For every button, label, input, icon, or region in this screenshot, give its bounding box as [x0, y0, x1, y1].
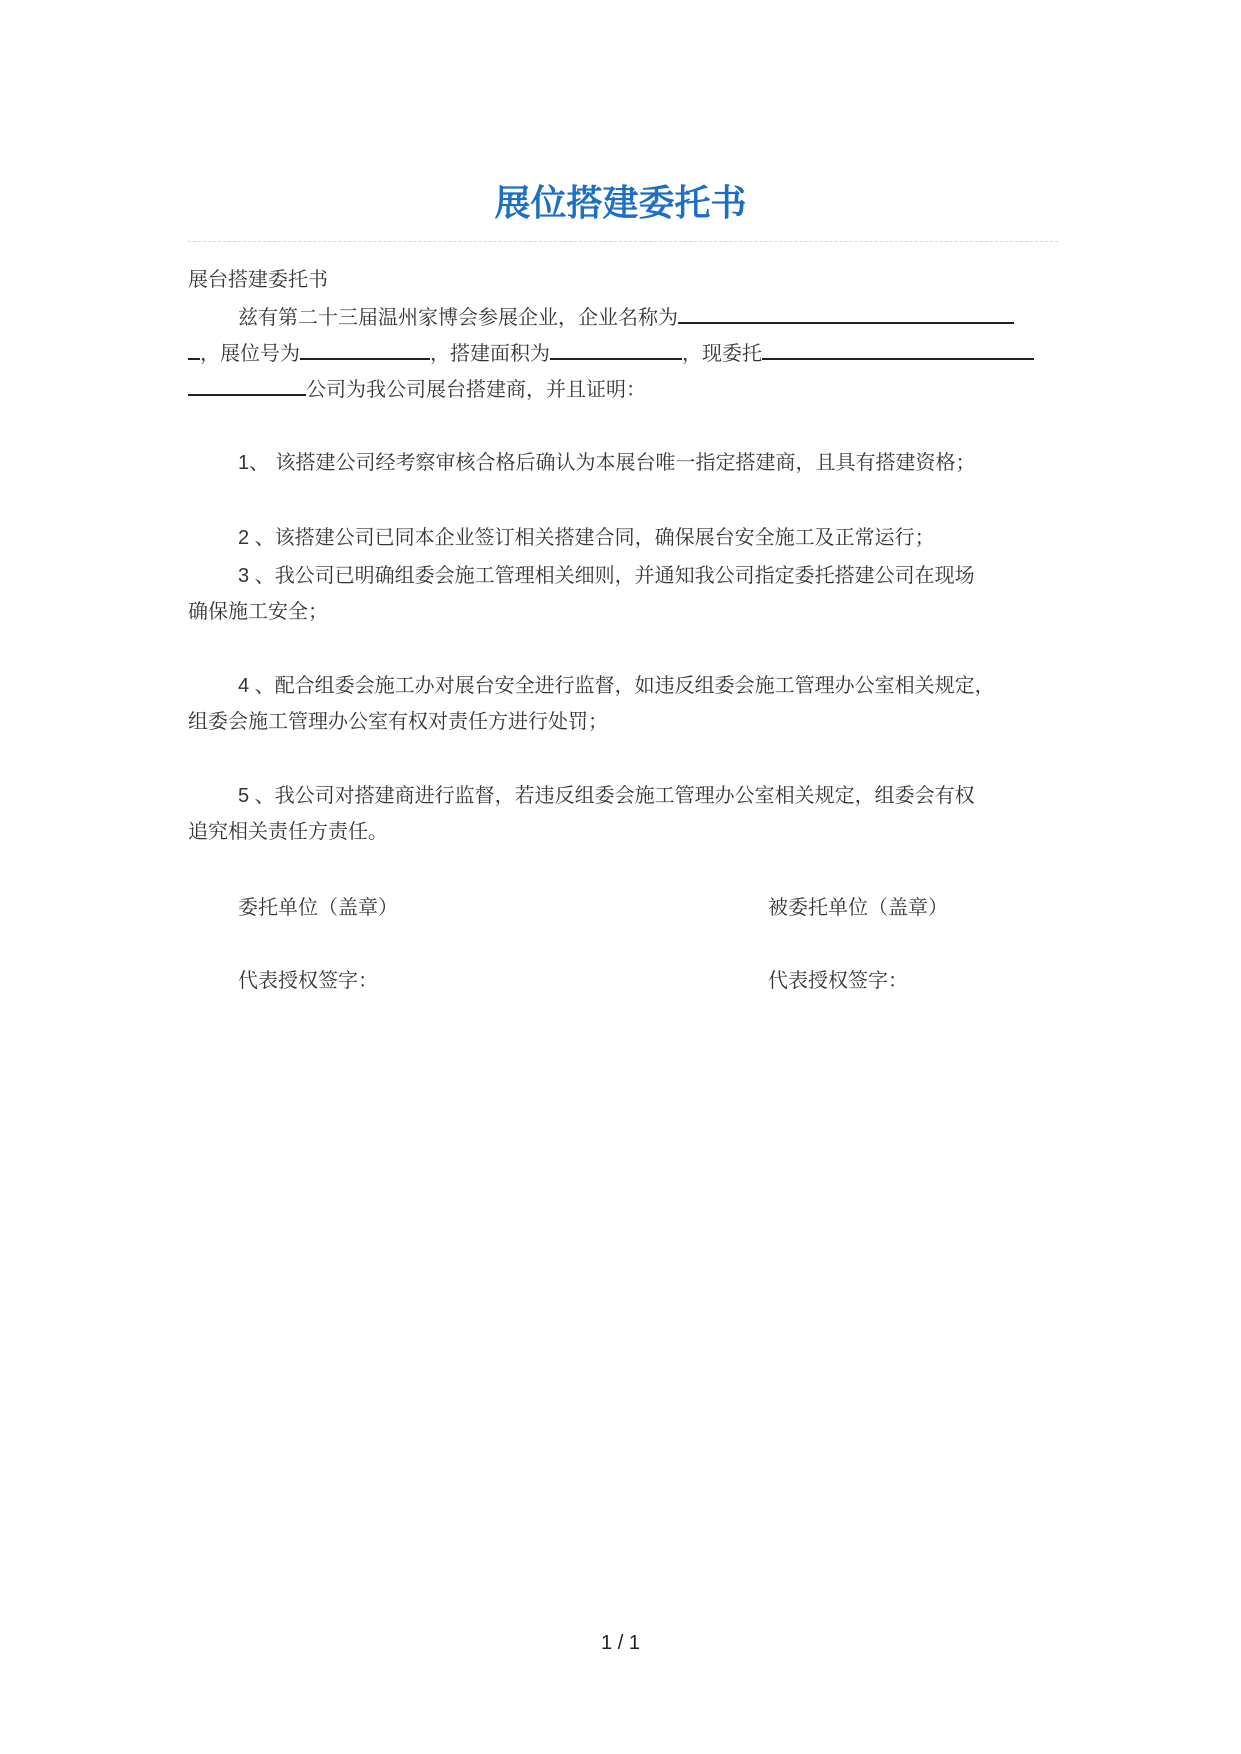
item-3	[238, 558, 975, 593]
intro-line-1	[238, 300, 1014, 334]
item-2-text: 该搭建公司已同本企业签订相关搭建合同，确保展台安全施工及正常运行；	[274, 525, 935, 549]
contractor-name-blank-cont[interactable]	[188, 372, 306, 396]
booth-number-blank[interactable]	[300, 336, 430, 360]
company-name-blank-cont[interactable]	[188, 336, 200, 360]
page-number: 1 / 1	[601, 1632, 640, 1654]
item-4	[238, 668, 995, 703]
item-3-continuation: 确保施工安全；	[188, 599, 328, 623]
intro-text-booth: ，展位号为	[200, 341, 300, 365]
item-2-number: 2 、	[238, 527, 275, 549]
item-1-number: 1、	[238, 452, 270, 474]
entrusting-unit-label: 委托单位（盖章）	[238, 895, 398, 919]
document-subtitle: 展台搭建委托书	[188, 267, 328, 291]
intro-text-proof: 公司为我公司展台搭建商，并且证明：	[306, 377, 646, 401]
item-3-text: 我公司已明确组委会施工管理相关细则，并通知我公司指定委托搭建公司在现场	[274, 563, 975, 587]
title-divider	[188, 241, 1058, 242]
build-area-blank[interactable]	[550, 336, 682, 360]
company-name-blank[interactable]	[678, 300, 1014, 324]
intro-line-2	[188, 336, 1034, 370]
item-5-number: 5 、	[238, 785, 275, 807]
item-5	[238, 778, 975, 813]
item-4-text: 配合组委会施工办对展台安全进行监督，如违反组委会施工管理办公室相关规定，	[274, 673, 995, 697]
intro-text-area: ，搭建面积为	[430, 341, 550, 365]
item-1	[238, 445, 975, 480]
item-5-continuation: 追究相关责任方责任。	[188, 819, 388, 843]
item-3-number: 3 、	[238, 565, 275, 587]
item-1-text: 该搭建公司经考察审核合格后确认为本展台唯一指定搭建商，且具有搭建资格；	[269, 450, 976, 474]
entrusted-unit-label: 被委托单位（盖章）	[768, 895, 948, 919]
item-2	[238, 520, 935, 555]
contractor-name-blank[interactable]	[762, 336, 1034, 360]
intro-line-3	[188, 372, 646, 406]
item-4-continuation: 组委会施工管理办公室有权对责任方进行处罚；	[188, 709, 608, 733]
intro-text-company: 兹有第二十三届温州家博会参展企业，企业名称为	[238, 305, 678, 329]
document-title: 展位搭建委托书	[494, 183, 747, 224]
entrusted-signature-label: 代表授权签字：	[768, 968, 908, 992]
item-4-number: 4 、	[238, 675, 275, 697]
entrusting-signature-label: 代表授权签字：	[238, 968, 378, 992]
item-5-text: 我公司对搭建商进行监督，若违反组委会施工管理办公室相关规定，组委会有权	[274, 783, 975, 807]
intro-text-entrust: ，现委托	[682, 341, 762, 365]
